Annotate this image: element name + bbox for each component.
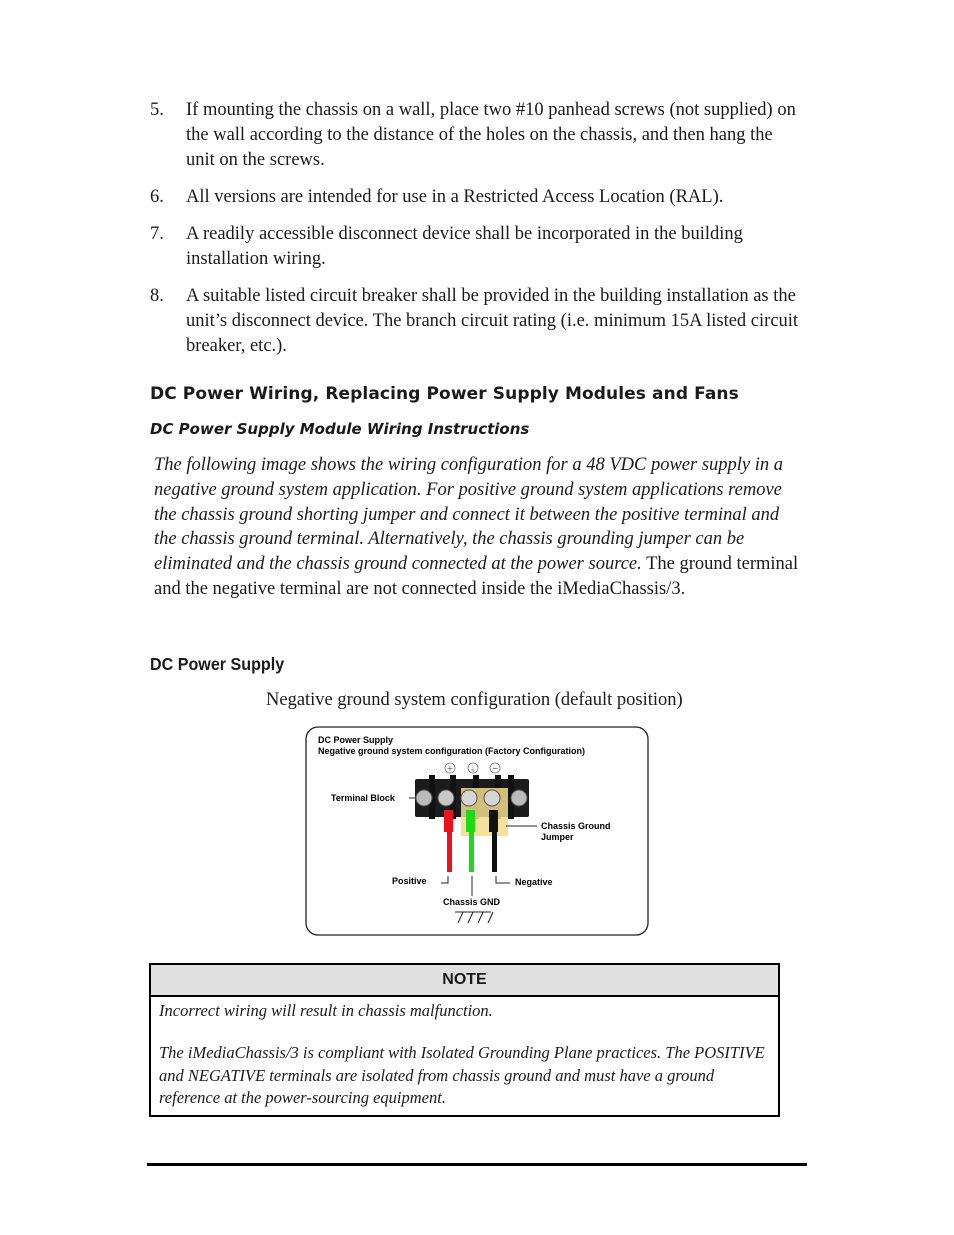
diagram-title-2: Negative ground system configuration (Factory Configuration)	[318, 746, 586, 756]
positive-label: Positive	[392, 876, 427, 886]
note-line-2: The iMediaChassis/3 is compliant with Isolated Grounding Plane practices. The POSITIVE and NEGATIVE terminals are isolated from chassis ground and must have a ground reference at the power-sourcing equipment.	[159, 1043, 765, 1107]
list-number: 6.	[150, 187, 164, 207]
jumper-label-1: Chassis Ground	[541, 821, 611, 831]
figure-heading: DC Power Supply	[150, 654, 285, 674]
subsection-heading: DC Power Supply Module Wiring Instructions	[150, 420, 530, 438]
list-text: A suitable listed circuit breaker shall be provided in the building installation as the unit’s disconnect device. The branch circuit rating (i.e. minimum 15A listed circuit breaker, etc.).	[186, 286, 799, 356]
negative-symbol: −	[491, 764, 499, 773]
note-line-1: Incorrect wiring will result in chassis malfunction.	[159, 1001, 493, 1020]
intro-normal-text: The ground terminal and the negative terminal are not connected inside the iMediaChassis/3.	[154, 554, 799, 599]
list-number: 8.	[150, 286, 164, 306]
list-text: If mounting the chassis on a wall, place two #10 panhead screws (not supplied) on the wall according to the distance of the holes on the chassis, and then hang the unit on the screws.	[186, 100, 796, 170]
figure-caption: Negative ground system configuration (default position)	[266, 690, 683, 710]
terminal-block-label: Terminal Block	[331, 793, 395, 803]
section-heading: DC Power Wiring, Replacing Power Supply Modules and Fans	[150, 384, 739, 404]
chassis-gnd-label: Chassis GND	[443, 897, 501, 907]
intro-paragraph	[154, 453, 799, 602]
list-number: 5.	[150, 100, 164, 120]
note-heading: NOTE	[151, 965, 778, 997]
positive-symbol: +	[446, 764, 454, 773]
jumper-label-2: Jumper	[541, 832, 574, 842]
ground-symbol: ⏚	[469, 765, 477, 773]
polarity-symbols	[445, 763, 500, 773]
dc-wiring-diagram	[305, 726, 649, 936]
note-box	[149, 963, 780, 1117]
negative-label: Negative	[515, 877, 553, 887]
intro-italic-text: The following image shows the wiring configuration for a 48 VDC power supply in a negative ground system application. For positive ground system applications remove the chassis ground shorting jumper and connect it between the positive terminal and the chassis ground terminal. Alternatively, the chassis grounding jumper can be eliminated and the chassis ground connected at the power source.	[154, 455, 784, 575]
diagram-title-1: DC Power Supply	[318, 735, 394, 745]
list-number: 7.	[150, 224, 164, 244]
list-text: A readily accessible disconnect device shall be incorporated in the building installation wiring.	[186, 224, 743, 269]
list-text: All versions are intended for use in a Restricted Access Location (RAL).	[186, 187, 724, 207]
footer-rule	[147, 1163, 807, 1166]
